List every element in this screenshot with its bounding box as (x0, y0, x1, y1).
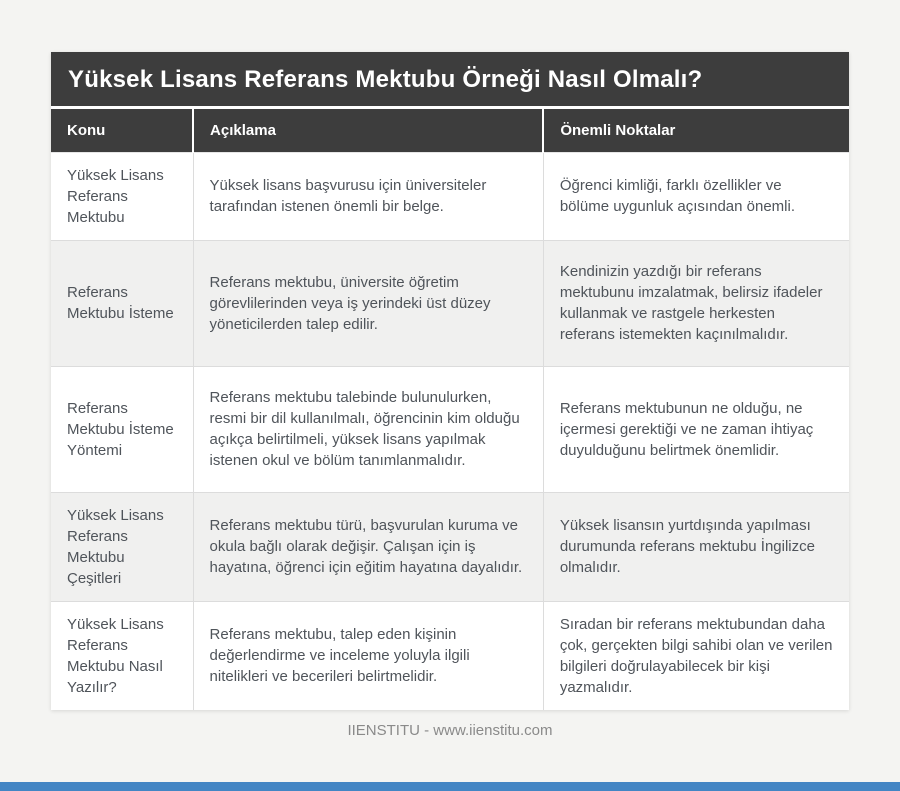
cell-konu: Referans Mektubu İsteme Yöntemi (51, 366, 193, 492)
page-title: Yüksek Lisans Referans Mektubu Örneği Nasıl Olmalı? (68, 66, 703, 93)
cell-konu: Referans Mektubu İsteme (51, 240, 193, 366)
cell-onemli-noktalar: Referans mektubunun ne olduğu, ne içermesi gerektiği ve ne zaman ihtiyaç duyulduğunu belirtmek önemlidir. (543, 366, 849, 492)
cell-konu: Yüksek Lisans Referans Mektubu Çeşitleri (51, 492, 193, 601)
column-header-aciklama: Açıklama (193, 109, 543, 152)
info-table (51, 109, 849, 710)
info-card (51, 52, 849, 710)
cell-onemli-noktalar: Kendinizin yazdığı bir referans mektubunu imzalatmak, belirsiz ifadeler kullanmak ve rastgele herkesten referans istemekten kaçınılmalıdır. (543, 240, 849, 366)
cell-onemli-noktalar: Sıradan bir referans mektubundan daha çok, gerçekten bilgi sahibi olan ve verilen bilgileri doğrulayabilecek bir kişi yazmalıdır. (543, 601, 849, 710)
cell-aciklama: Referans mektubu, üniversite öğretim görevlilerinden veya iş yerindeki üst düzey yöneticilerden talep edilir. (193, 240, 543, 366)
cell-konu: Yüksek Lisans Referans Mektubu Nasıl Yazılır? (51, 601, 193, 710)
table-row (51, 240, 849, 366)
cell-aciklama: Referans mektubu, talep eden kişinin değerlendirme ve inceleme yoluyla ilgili nitelikleri ve becerileri belirtmelidir. (193, 601, 543, 710)
table-row (51, 601, 849, 710)
table-row (51, 366, 849, 492)
column-header-onemli-noktalar: Önemli Noktalar (543, 109, 849, 152)
cell-konu: Yüksek Lisans Referans Mektubu (67, 166, 164, 226)
cell-aciklama: Referans mektubu türü, başvurulan kuruma ve okula bağlı olarak değişir. Çalışan için iş hayatına, öğrenci için eğitim hayatına dayalıdır. (193, 492, 543, 601)
column-header-konu: Konu (51, 109, 193, 152)
cell-onemli-noktalar: Öğrenci kimliği, farklı özellikler ve bölüme uygunluk açısından önemli. (543, 152, 849, 240)
cell-aciklama: Referans mektubu talebinde bulunulurken, resmi bir dil kullanılmalı, öğrencinin kim olduğu açıkça belirtilmeli, yüksek lisans yapılmak istenen okul ve bölüm tanımlanmalıdır. (193, 366, 543, 492)
cell-aciklama: Yüksek lisans başvurusu için üniversiteler tarafından istenen önemli bir belge. (193, 152, 543, 240)
cell-onemli-noktalar: Yüksek lisansın yurtdışında yapılması durumunda referans mektubu İngilizce olmalıdır. (543, 492, 849, 601)
table-row (51, 492, 849, 601)
table-header-row (51, 109, 849, 152)
table-row (51, 152, 849, 240)
footer-credit: IIENSTITU - www.iienstitu.com (347, 722, 553, 739)
card-title-bar (51, 52, 849, 109)
bottom-accent-bar (0, 782, 900, 791)
